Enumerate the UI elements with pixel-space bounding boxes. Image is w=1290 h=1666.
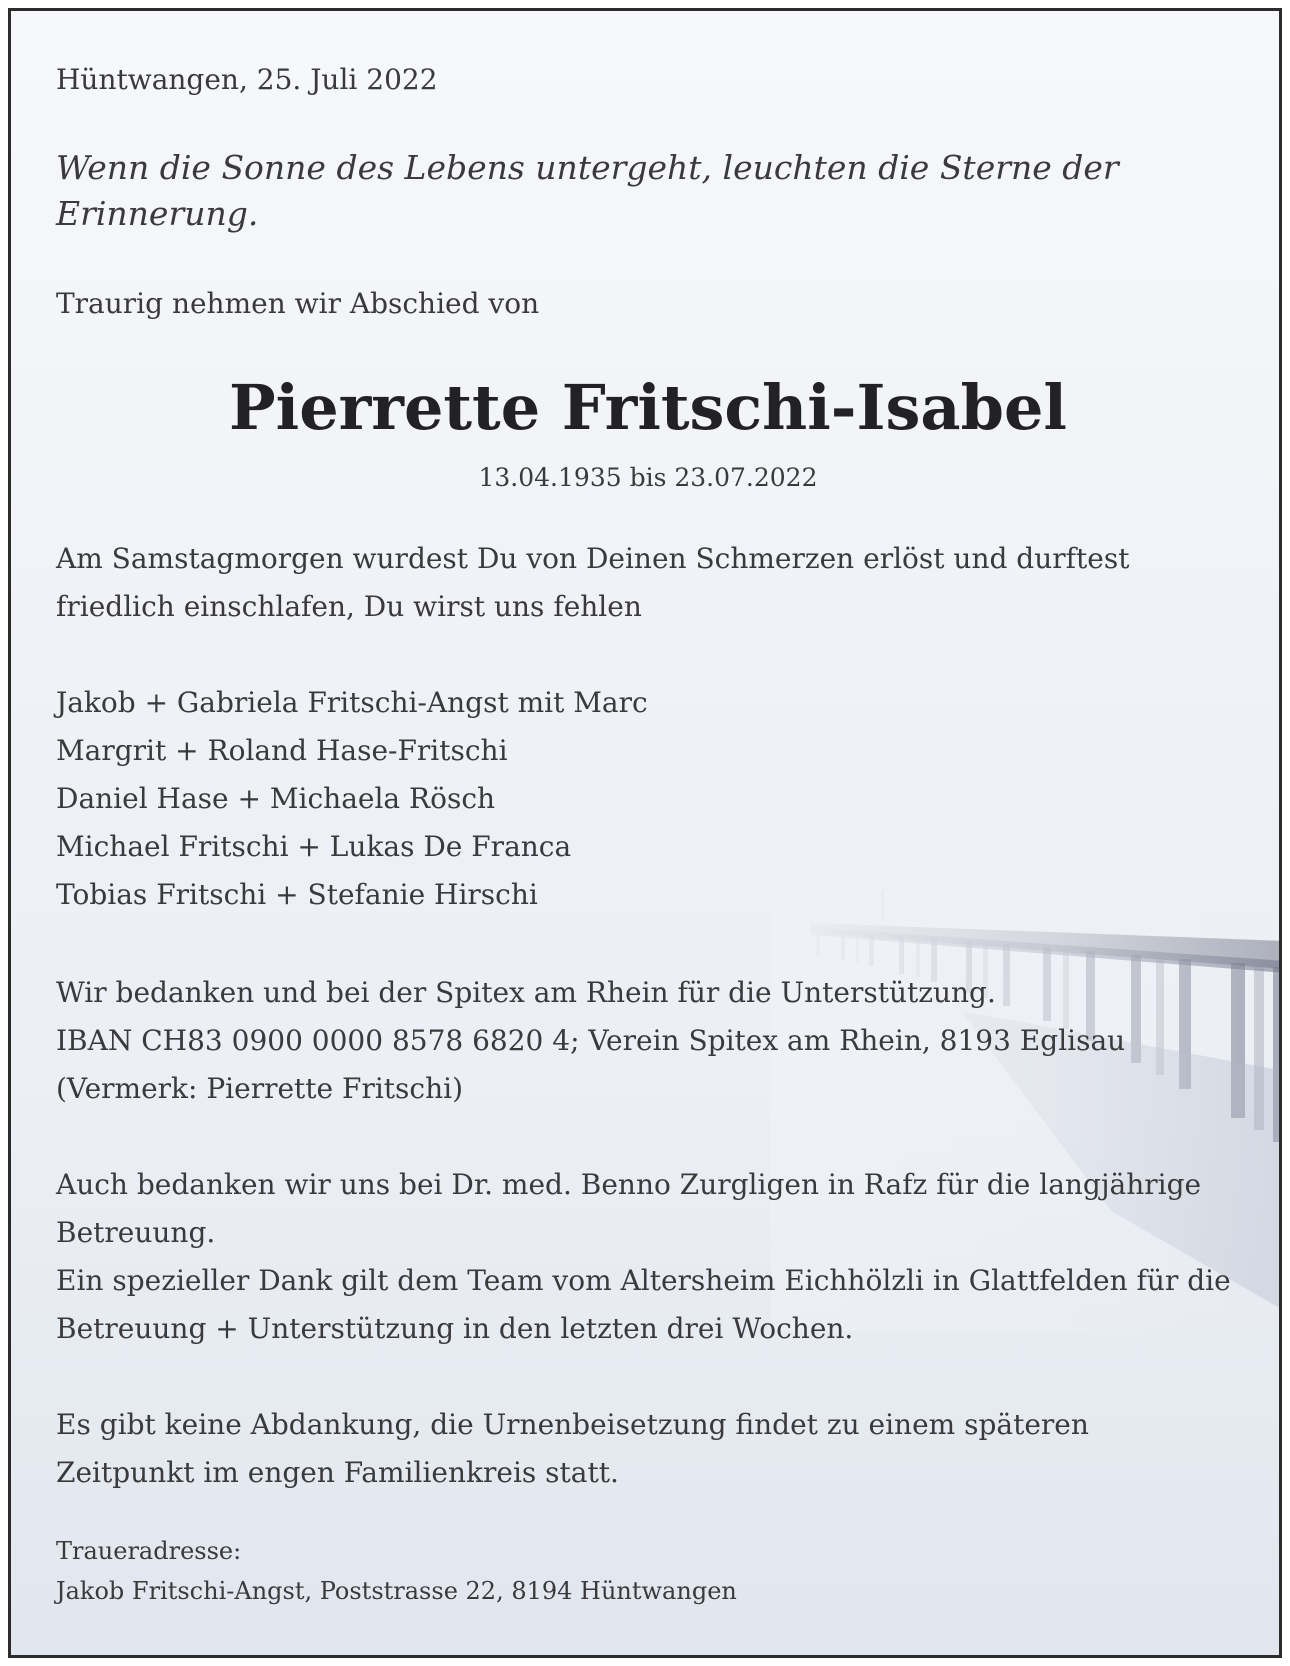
- farewell-paragraph: Am Samstagmorgen wurdest Du von Deinen Schmerzen erlöst und durftest friedlich einschlafen, Du wirst uns fehlen: [56, 542, 1130, 623]
- obituary-content: [11, 11, 1282, 1658]
- intro-text: Traurig nehmen wir Abschied von: [56, 287, 540, 320]
- thanks-doctor-line: Auch bedanken wir uns bei Dr. med. Benno Zurgligen in Rafz für die langjährige Betreuung.: [56, 1168, 1202, 1249]
- obituary-frame: [8, 8, 1282, 1658]
- deceased-name: Pierrette Fritschi-Isabel: [229, 371, 1067, 444]
- donation-iban: IBAN CH83 0900 0000 8578 6820 4; Verein Spitex am Rhein, 8193 Eglisau (Vermerk: Pierrette Fritschi): [56, 1024, 1126, 1105]
- address-label: Traueradresse:: [56, 1537, 242, 1565]
- life-dates: 13.04.1935 bis 23.07.2022: [478, 463, 818, 492]
- place-date: Hüntwangen, 25. Juli 2022: [56, 63, 438, 96]
- mourner-line: Michael Fritschi + Lukas De Franca: [56, 830, 572, 863]
- mourner-line: Tobias Fritschi + Stefanie Hirschi: [56, 878, 538, 911]
- motto-quote: Wenn die Sonne des Lebens untergeht, leuchten die Sterne der Erinnerung.: [56, 148, 1119, 233]
- mourning-address: [56, 1531, 737, 1611]
- mourner-line: Jakob + Gabriela Fritschi-Angst mit Marc: [56, 686, 648, 719]
- mourner-line: Margrit + Roland Hase-Fritschi: [56, 734, 508, 767]
- thanks-spitex-line: Wir bedanken und bei der Spitex am Rhein für die Unterstützung.: [56, 976, 996, 1009]
- funeral-info-paragraph: Es gibt keine Abdankung, die Urnenbeisetzung findet zu einem späteren Zeitpunkt im engen Familienkreis statt.: [56, 1408, 1089, 1489]
- mourners-list: [56, 679, 648, 919]
- thanks-care-home-line: Ein spezieller Dank gilt dem Team vom Altersheim Eichhölzli in Glattfelden für die Betreuung + Unterstützung in den letzten drei Wochen.: [56, 1264, 1231, 1345]
- thanks-spitex-paragraph: [56, 969, 1236, 1113]
- address-text: Jakob Fritschi-Angst, Poststrasse 22, 8194 Hüntwangen: [56, 1577, 737, 1605]
- mourner-line: Daniel Hase + Michaela Rösch: [56, 782, 496, 815]
- thanks-doctor-paragraph: [56, 1161, 1236, 1353]
